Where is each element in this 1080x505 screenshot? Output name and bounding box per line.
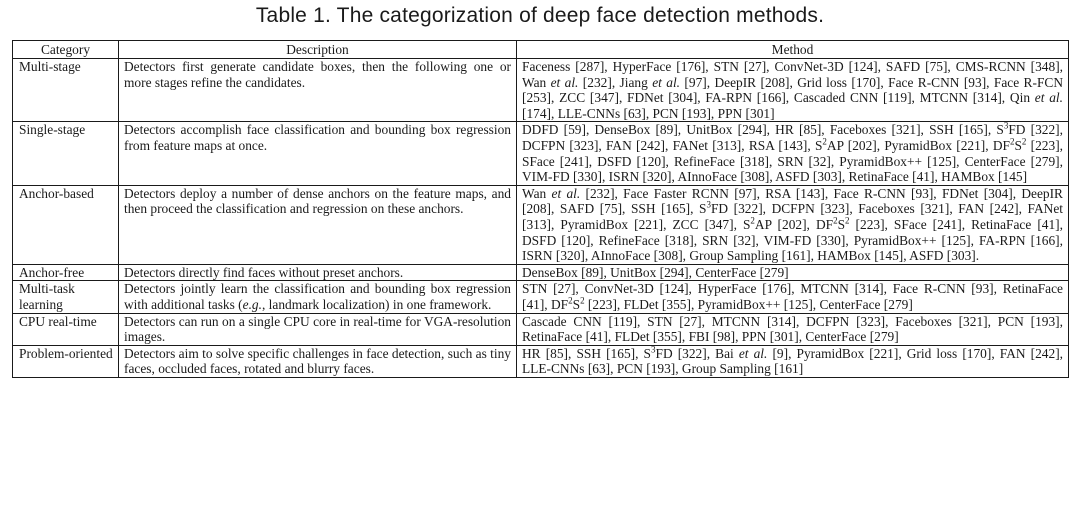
row-method: STN [27], ConvNet-3D [124], HyperFace [176], MTCNN [314], Face R-CNN [93], RetinaFace [41], $DF^2S^2$ [223], FLDet [355], PyramidBox++ [125], CenterFace [279] [517, 281, 1069, 313]
row-category: Multi-task learning [13, 281, 119, 313]
categorization-table [12, 40, 1069, 378]
row-method: DenseBox [89], UnitBox [294], CenterFace [279] [517, 264, 1069, 281]
row-description: Detectors first generate candidate boxes, then the following one or more stages refine the candidates. [119, 59, 517, 122]
row-description: Detectors deploy a number of dense anchors on the feature maps, and then proceed the classification and regression on these anchors. [119, 185, 517, 264]
table-body [13, 59, 1069, 378]
row-category: Single-stage [13, 122, 119, 185]
table-row [13, 185, 1069, 264]
table-caption: Table 1. The categorization of deep face detection methods. [255, 4, 825, 27]
row-method: Cascade CNN [119], STN [27], MTCNN [314], DCFPN [323], Faceboxes [321], PCN [193], RetinaFace [41], FLDet [355], FBI [98], PPN [301], CenterFace [279] [517, 313, 1069, 345]
row-category: Anchor-based [13, 185, 119, 264]
header-category: Category [13, 41, 119, 59]
header-description: Description [119, 41, 517, 59]
table-row [13, 281, 1069, 313]
table-row [13, 345, 1069, 377]
table-row [13, 264, 1069, 281]
row-description: Detectors accomplish face classification and bounding box regression from feature maps at once. [119, 122, 517, 185]
row-description: Detectors can run on a single CPU core in real-time for VGA-resolution images. [119, 313, 517, 345]
header-row [13, 41, 1069, 59]
table-row [13, 59, 1069, 122]
row-method: Faceness [287], HyperFace [176], STN [27], ConvNet-3D [124], SAFD [75], CMS-RCNN [348], Wan et al. [232], Jiang et al. [97], DeepIR [208], Grid loss [170], Face R-CNN [93], Face R-FCN [253], ZCC [347], FDNet [304], FA-RPN [166], Cascaded CNN [119], MTCNN [314], Qin et al. [174], LLE-CNNs [63], PCN [193], PPN [301] [517, 59, 1069, 122]
row-category: CPU real-time [13, 313, 119, 345]
row-description: Detectors aim to solve specific challenges in face detection, such as tiny faces, occluded faces, rotated and blurry faces. [119, 345, 517, 377]
row-category: Anchor-free [13, 264, 119, 281]
row-description: Detectors directly find faces without preset anchors. [119, 264, 517, 281]
row-method: HR [85], SSH [165], $S^3FD$ [322], Bai et al. [9], PyramidBox [221], Grid loss [170], FAN [242], LLE-CNNs [63], PCN [193], Group Sampling [161] [517, 345, 1069, 377]
row-category: Problem-oriented [13, 345, 119, 377]
row-description: Detectors jointly learn the classification and bounding box regression with additional tasks (e.g., landmark localization) in one framework. [119, 281, 517, 313]
row-category: Multi-stage [13, 59, 119, 122]
table-row [13, 313, 1069, 345]
row-method: Wan et al. [232], Face Faster RCNN [97], RSA [143], Face R-CNN [93], FDNet [304], DeepIR [208], SAFD [75], SSH [165], $S^3FD$ [322], DCFPN [323], Faceboxes [321], FAN [242], FANet [313], PyramidBox [221], ZCC [347], $S^2AP$ [202], $DF^2S^2$ [223], SFace [241], RetinaFace [41], DSFD [120], RefineFace [318], SRN [32], VIM-FD [330], PyramidBox++ [125], FA-RPN [166], ISRN [320], AInnoFace [308], Group Sampling [161], HAMBox [145], ASFD [303]. [517, 185, 1069, 264]
table-row [13, 122, 1069, 185]
row-method: DDFD [59], DenseBox [89], UnitBox [294], HR [85], Faceboxes [321], SSH [165], $S^3FD$ [322], DCFPN [323], FAN [242], FANet [313], RSA [143], $S^2AP$ [202], PyramidBox [221], $DF^2S^2$ [223], SFace [241], DSFD [120], RefineFace [318], SRN [32], PyramidBox++ [125], CenterFace [279], VIM-FD [330], ISRN [320], AInnoFace [308], ASFD [303], RetinaFace [41], HAMBox [145] [517, 122, 1069, 185]
header-method: Method [517, 41, 1069, 59]
